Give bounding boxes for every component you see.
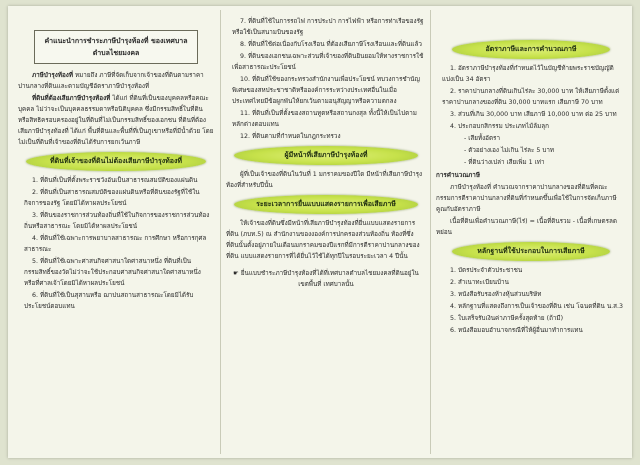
exempt-item: 1. ที่ดินที่เป็นที่ตั้งพระราชวังอันเป็นสาธารณสมบัติของแผ่นดิน — [32, 177, 198, 184]
exempt-item: 12. ที่ดินตามที่กำหนดในกฎกระทรวง — [240, 133, 341, 140]
document-item: 6. หนังสือมอบอำนาจกรณีที่ให้ผู้อื่นมาทำการแทน — [450, 327, 583, 334]
term-local-tax-definition: หมายถึง ภาษีที่จัดเก็บจากเจ้าของที่ดินตามราคาปานกลางที่ดินและตามบัญชีอัตราภาษีบำรุงท้องที่ — [18, 72, 204, 90]
intro-paragraph-2 — [18, 93, 214, 148]
exempt-item: 7. ที่ดินที่ใช้ในการรถไฟ การประปา การไฟฟ้า หรือการท่าเรือของรัฐ หรือใช้เป็นสนามบินของรัฐ — [232, 18, 424, 36]
taxpayer-paragraph: ผู้ที่เป็นเจ้าของที่ดินในวันที่ 1 มกราคมของปีใด มีหน้าที่เสียภาษีบำรุงท้องที่สำหรับปีนั้น — [226, 171, 423, 189]
term-local-tax: ภาษีบำรุงท้องที่ — [32, 72, 73, 79]
banner-tax-rates: อัตราภาษีและการคำนวณภาษี — [452, 40, 610, 59]
calculation-paragraph: ภาษีบำรุงท้องที่ คำนวณจากราคาปานกลางของที่ดินที่คณะกรรมการตีราคาปานกลางที่ดินที่กำหนดขึ้นเพื่อใช้ในการจัดเก็บภาษีคูณกับอัตราภาษี — [436, 184, 617, 213]
calculation-formula: เนื้อที่ดินเพื่อคำนวณภาษี(ไร่) = เนื้อที่ดินรวม - เนื้อที่เกษตรลดหย่อน — [436, 218, 617, 236]
exempt-item: 3. ที่ดินของราชการส่วนท้องถิ่นที่ใช้ในกิจการของราชการส่วนท้องถิ่นหรือสาธารณะ โดยมิได้หาผลประโยชน์ — [24, 212, 210, 230]
exempt-item: 8. ที่ดินที่ใช้ต่อเนื่องกับโรงเรือน ที่ต้องเสียภาษีโรงเรือนและที่ดินแล้ว — [240, 41, 422, 48]
banner-exempt-land: ที่ดินที่เจ้าของที่ดินไม่ต้องเสียภาษีบำรุงท้องที่ — [26, 152, 206, 171]
brochure-sheet — [8, 6, 632, 458]
document-item: 3. หนังสือรับรองห้างหุ้นส่วนบริษัท — [450, 291, 542, 298]
calculation-heading: การคำนวณภาษี — [436, 172, 480, 179]
rate-subitem: - ที่ดินว่างเปล่า เสียเพิ่ม 1 เท่า — [464, 159, 545, 166]
banner-taxpayer: ผู้มีหน้าที่เสียภาษีบำรุงท้องที่ — [234, 146, 418, 165]
exempt-item: 6. ที่ดินที่ใช้เป็นสุสานหรือ ฌาปนสถานสาธารณะโดยมิได้รับประโยชน์ตอบแทน — [24, 292, 194, 310]
document-item: 5. ใบเสร็จรับเงินค่าภาษีครั้งสุดท้าย (ถ้ามี) — [450, 315, 564, 322]
exempt-item: 4. ที่ดินที่ใช้เฉพาะการพยาบาลสาธารณะ การศึกษา หรือการกุศลสาธารณะ — [24, 235, 207, 253]
rate-item: 2. ราคาปานกลางที่ดินเกินไร่ละ 30,000 บาท ให้เสียภาษีตั้งแต่ ราคาปานกลางของที่ดิน 30,000 บาทแรก เสียภาษี 70 บาท — [442, 88, 620, 106]
rate-item: 3. ส่วนที่เกิน 30,000 บาท เสียภาษี 10,000 บาท ต่อ 25 บาท — [450, 111, 617, 118]
document-item: 2. สำเนาทะเบียนบ้าน — [450, 279, 509, 286]
exempt-item: 11. ที่ดินที่เป็นที่ตั้งของสถานทูตหรือสถานกงสุล ทั้งนี้ให้เป็นไปตามหลักต่างตอบแทน — [232, 110, 417, 128]
exempt-item: 2. ที่ดินที่เป็นสาธารณสมบัติของแผ่นดินหรือที่ดินของรัฐที่ใช้ในกิจการของรัฐ โดยมิได้หาผลประโยชน์ — [24, 189, 200, 207]
column-middle — [226, 16, 426, 452]
document-title: คำแนะนำการชำระภาษีบำรุงท้องที่ ของเทศบาลตำบลไชยมงคล — [34, 30, 198, 64]
exempt-item: 5. ที่ดินที่ใช้เฉพาะศาสนกิจศาสนาใดศาสนาหนึ่ง ที่ดินที่เป็นกรรมสิทธิ์ของวัดไม่ว่าจะใช้ประกอบศาสนกิจศาสนาใดศาสนาหนึ่ง หรือที่ศาลเจ้าโดยมิได้หาผลประโยชน์ — [24, 258, 201, 287]
column-divider — [220, 10, 221, 454]
document-item: 4. หลักฐานที่แสดงถึงการเป็นเจ้าของที่ดิน เช่น โฉนดที่ดิน น.ส.3 — [450, 303, 624, 310]
filing-location-note: ☛ ยื่นแบบชำระภาษีบำรุงท้องที่ได้ที่เทศบาลตำบลไชยมงคลที่ดินอยู่ในเขตพื้นที่ เทศบาลนั้น — [233, 270, 419, 288]
rate-item: 1. อัตราภาษีบำรุงท้องที่กำหนดไว้ในบัญชีท้ายพระราชบัญญัติ แบ่งเป็น 34 อัตรา — [442, 65, 614, 83]
exempt-item: 10. ที่ดินที่ใช้ของกระทรวงสำนักงานเพื่อประโยชน์ ทบวงการชำนัญพิเศษของสหประชาชาติหรือองค์การระหว่างประเทศอื่นในเมื่อประเทศไทยมีข้อผูกพันให้ยกเว้นตามอนุสัญญาหรือความตกลง — [232, 76, 420, 105]
term-taxable-land: ที่ดินที่ต้องเสียภาษีบำรุงท้องที่ — [32, 95, 111, 102]
term-taxable-land-definition: ได้แก่ ที่ดินที่เป็นของบุคคลหรือคณะบุคคล ไม่ว่าจะเป็นบุคคลธรรมดาหรือนิติบุคคล ซึ่งมีกรรมสิทธิ์ในที่ดิน หรือสิทธิครอบครองอยู่ในที่ดินที่ไม่เป็นกรรมสิทธิ์ของเอกชน ที่ดินที่ต้องเสียภาษีบำรุงท้องที่ ได้แก่ พื้นที่ดินและพื้นที่ที่เป็นภูเขาหรือที่มีน้ำด้วย โดยไม่เป็นที่ดินที่เจ้าของที่ดินได้รับการยกเว้นภาษี — [18, 95, 214, 146]
banner-filing-period: ระยะเวลาการยื่นแบบแสดงรายการเพื่อเสียภาษี — [234, 195, 418, 214]
rate-item: 4. ประกอบกสิกรรม ประเภทไม้ล้มลุก — [450, 123, 549, 130]
column-right — [436, 16, 626, 452]
exempt-item: 9. ที่ดินของเอกชนเฉพาะส่วนที่เจ้าของที่ดินยินยอมให้ทางราชการใช้เพื่อสาธารณะประโยชน์ — [232, 53, 424, 71]
banner-required-documents: หลักฐานที่ใช้ประกอบในการเสียภาษี — [452, 242, 610, 261]
intro-paragraph-1 — [18, 70, 214, 92]
column-divider — [430, 10, 431, 454]
document-item: 1. บัตรประจำตัวประชาชน — [450, 267, 523, 274]
rate-subitem: - เสียทั้งอัตรา — [464, 135, 500, 142]
column-left — [18, 16, 214, 452]
rate-subitem: - ตัวอย่างเอง ไม่เกิน ไร่ละ 5 บาท — [464, 147, 555, 154]
filing-period-paragraph: ให้เจ้าของที่ดินซึ่งมีหน้าที่เสียภาษีบำรุงท้องที่ยื่นแบบแสดงรายการที่ดิน (ภบท.5) ณ สำนักงานของงองค์การปกครองส่วนท้องถิ่น ท้องที่ซึ่งที่ดินนั้นตั้งอยู่ภายในเดือนมกราคมของปีแรกที่มีการตีราคาปานกลางของที่ดิน แบบแสดงรายการที่ได้ยื่นไว้ใช้ได้ทุกปีในรอบระยะเวลา 4 ปีนั้น — [226, 220, 420, 260]
